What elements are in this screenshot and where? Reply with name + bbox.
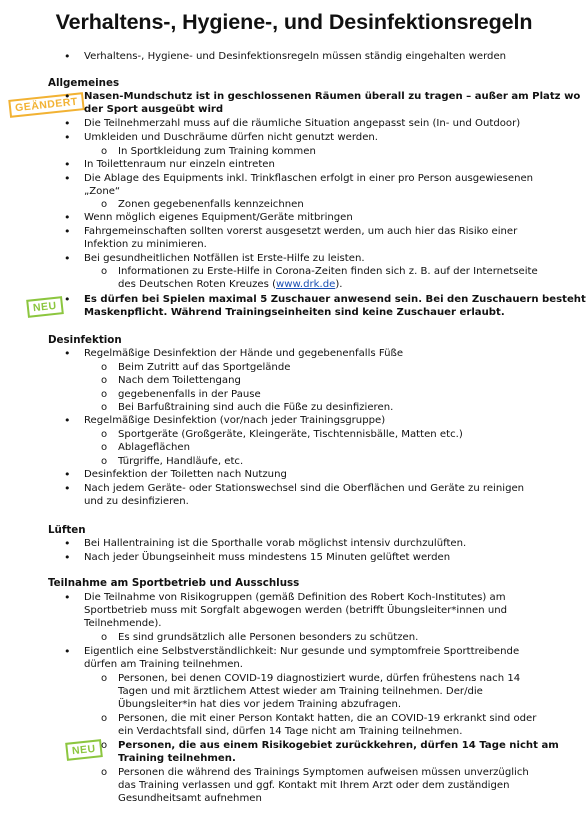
section-heading-lueften: Lüften	[48, 524, 86, 536]
drk-link[interactable]: www.drk.de	[276, 279, 336, 290]
list-item-text: In Toilettenraum nur einzeln eintreten	[84, 159, 275, 170]
sub-list-text: Ablageflächen	[118, 442, 191, 453]
sub-list-text: Türgriffe, Handläufe, etc.	[118, 456, 244, 467]
list-item-text: Die Ablage des Equipments inkl. Trinkflaschen erfolgt in einer pro Person ausgewiesenen	[84, 173, 534, 184]
list-item-text: Sportbetrieb muss mit Sorgfalt abgewogen werden (betrifft Übungsleiter*innen und	[84, 605, 508, 616]
sub-list-text: Tagen und mit ärztlichem Attest wieder am Training teilnehmen. Der/die	[118, 686, 483, 697]
sub-list-text: Informationen zu Erste-Hilfe in Corona-Zeiten finden sich z. B. auf der Internetseite	[118, 266, 538, 277]
new-stamp: NEU	[65, 739, 102, 761]
sub-list-text: In Sportkleidung zum Training kommen	[118, 146, 316, 157]
list-item-text: Regelmäßige Desinfektion (vor/nach jeder Trainingsgruppe)	[84, 415, 386, 426]
sub-list-text: Training teilnehmen.	[118, 753, 236, 764]
sub-list-text: Es sind grundsätzlich alle Personen besonders zu schützen.	[118, 632, 419, 643]
list-item-text: Eigentlich eine Selbstverständlichkeit: Nur gesunde und symptomfreie Sporttreibende	[84, 646, 520, 657]
sub-list-text: Sportgeräte (Großgeräte, Kleingeräte, Tischtennisbälle, Matten etc.)	[118, 429, 463, 440]
list-item-text: Nasen-Mundschutz ist in geschlossenen Räumen überall zu tragen – außer am Platz wo	[84, 91, 581, 102]
list-item-text: dürfen am Training teilnehmen.	[84, 659, 244, 670]
sub-list-text-part: des Deutschen Roten Kreuzes (	[118, 279, 277, 290]
list-item-text: Regelmäßige Desinfektion der Hände und gegebenenfalls Füße	[84, 348, 404, 359]
list-item-text: der Sport ausgeübt wird	[84, 104, 224, 115]
list-item-text: Wenn möglich eigenes Equipment/Geräte mitbringen	[84, 212, 353, 223]
list-item-text: und zu desinfizieren.	[84, 496, 189, 507]
new-stamp: NEU	[26, 296, 63, 318]
list-item-text: Infektion zu minimieren.	[84, 239, 207, 250]
list-item-text: Desinfektion der Toiletten nach Nutzung	[84, 469, 287, 480]
sub-list-text: Gesundheitsamt aufnehmen	[118, 793, 262, 804]
list-item-text: Bei gesundheitlichen Notfällen ist Erste-Hilfe zu leisten.	[84, 253, 365, 264]
sub-list-text: das Training verlassen und ggf. Kontakt mit Ihrem Arzt oder dem zuständigen	[118, 780, 510, 791]
sub-list-text: Beim Zutritt auf das Sportgelände	[118, 362, 291, 373]
sub-list-text: Übungsleiter*in hat dies vor jedem Training abzufragen.	[118, 699, 402, 710]
list-item-text: Nach jeder Übungseinheit muss mindestens 15 Minuten gelüftet werden	[84, 552, 451, 563]
list-item-text: Maskenpflicht. Während Trainingseinheiten sind keine Zuschauer erlaubt.	[84, 307, 505, 318]
sub-list-text: gegebenenfalls in der Pause	[118, 389, 261, 400]
sub-list-text: Nach dem Toilettengang	[118, 375, 241, 386]
intro-text: Verhaltens-, Hygiene- und Desinfektionsregeln müssen ständig eingehalten werden	[84, 51, 507, 62]
list-item-text: „Zone“	[84, 186, 121, 197]
list-item-text: Es dürfen bei Spielen maximal 5 Zuschauer anwesend sein. Bei den Zuschauern besteht	[84, 294, 586, 305]
list-item-text: Teilnehmende).	[84, 618, 162, 629]
list-item-text: Fahrgemeinschaften sollten vorerst ausgesetzt werden, um auch hier das Risiko einer	[84, 226, 518, 237]
sub-list-text	[118, 278, 342, 291]
section-heading-teilnahme: Teilnahme am Sportbetrieb und Ausschluss	[48, 577, 300, 589]
list-item-text: Umkleiden und Duschräume dürfen nicht genutzt werden.	[84, 132, 379, 143]
list-item-text: Die Teilnahme von Risikogruppen (gemäß Definition des Robert Koch-Institutes) am	[84, 592, 506, 603]
changed-stamp: GEÄNDERT	[8, 92, 84, 118]
sub-list-text: ein Verdachtsfall sind, dürfen 14 Tage nicht am Training teilnehmen.	[118, 726, 463, 737]
sub-list-text: Personen die während des Trainings Symptomen aufweisen müssen unverzüglich	[118, 767, 529, 778]
section-heading-allgemeines: Allgemeines	[48, 77, 120, 89]
page-title: Verhaltens-, Hygiene-, und Desinfektionsregeln	[55, 10, 533, 34]
list-item-text: Bei Hallentraining ist die Sporthalle vorab möglichst intensiv durchzulüften.	[84, 538, 467, 549]
sub-list-text: Personen, die mit einer Person Kontakt hatten, die an COVID-19 erkrankt sind oder	[118, 713, 537, 724]
list-item-text: Nach jedem Geräte- oder Stationswechsel sind die Oberflächen und Geräte zu reinigen	[84, 483, 525, 494]
section-heading-desinfektion: Desinfektion	[48, 334, 122, 346]
sub-list-text: Personen, die aus einem Risikogebiet zurückkehren, dürfen 14 Tage nicht am	[118, 740, 559, 751]
sub-list-text-part: ).	[335, 279, 343, 290]
sub-list-text: Personen, bei denen COVID-19 diagnostiziert wurde, dürfen frühestens nach 14	[118, 673, 521, 684]
sub-list-text: Zonen gegebenenfalls kennzeichnen	[118, 199, 304, 210]
sub-list-text: Bei Barfußtraining sind auch die Füße zu desinfizieren.	[118, 402, 394, 413]
list-item-text: Die Teilnehmerzahl muss auf die räumliche Situation angepasst sein (In- und Outdoor)	[84, 118, 521, 129]
